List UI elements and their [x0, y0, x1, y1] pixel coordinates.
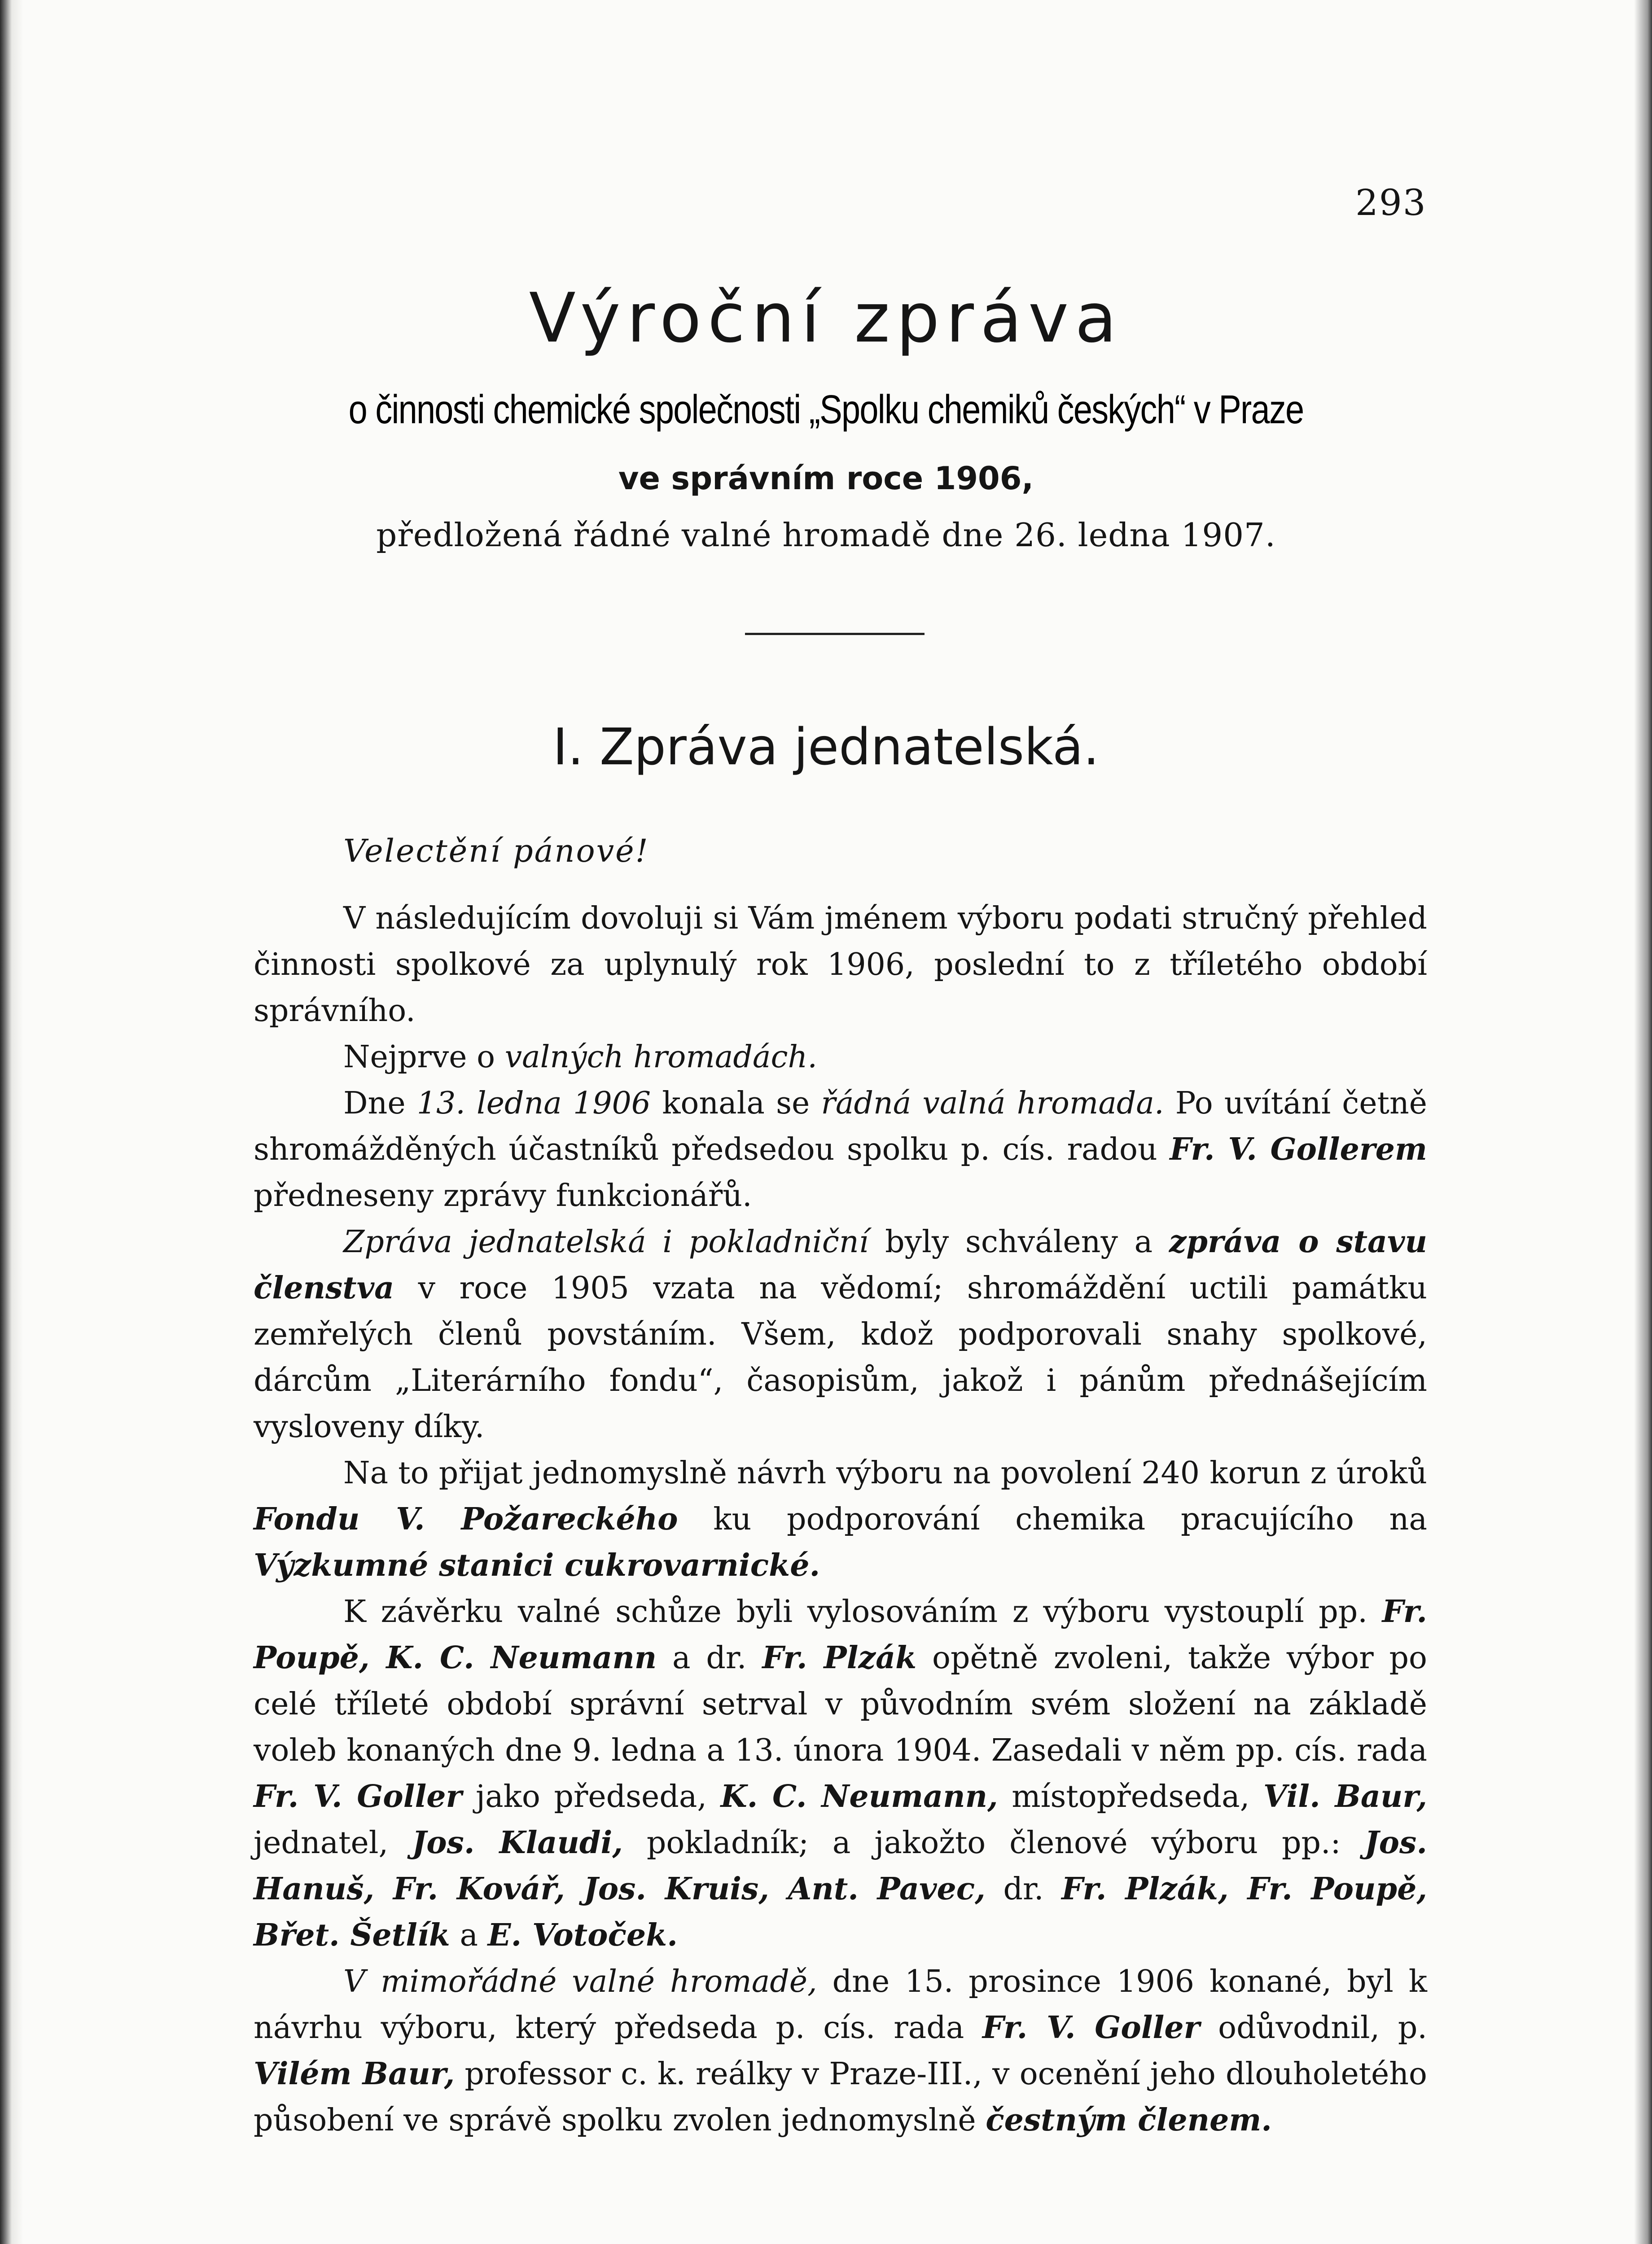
paragraph-7-emphasis-g: čestným členem.: [986, 2102, 1272, 2138]
paragraph-6-text-i: místopředseda,: [998, 1779, 1263, 1814]
fiscal-year-line: ve správním roce 1906,: [618, 460, 1034, 497]
paragraph-6-text-g: jako předseda,: [462, 1779, 721, 1814]
paragraph-6-names-p: Fr. Plzák, Fr. Poupě, Břet. Šetlík: [254, 1871, 1428, 1953]
paragraph-7-text-b: dne 15. prosince 1906 konané, byl k návrhu výboru, který předseda p. cís. rada: [254, 1964, 1427, 2046]
paragraph-5-text-a: Na to přijat jednomyslně návrh výboru na povolení 240 korun z úroků: [343, 1455, 1427, 1491]
paragraph-1-text: V následujícím dovoluji si Vám jménem výboru podati stručný přehled činnosti spolkové za uplynulý rok 1906, poslední to z tříletého období správního.: [254, 901, 1427, 1029]
paragraph-5-text-c: ku podporování chemika pracujícího na: [678, 1502, 1427, 1537]
paragraph-2: [254, 1034, 1427, 1080]
paragraph-4: [254, 1219, 1427, 1450]
paragraph-1: [254, 895, 1427, 1034]
paragraph-6-text-a: K závěrku valné schůze byli vylosováním z výboru vystouplí pp.: [343, 1594, 1382, 1630]
paragraph-3-text-g: předneseny zprávy funkcionářů.: [254, 1178, 752, 1214]
paragraph-6-names-n: Jos. Hanuš, Fr. Kovář, Jos. Kruis, Ant. Pavec,: [254, 1825, 1427, 1907]
paragraph-7-emphasis-a: V mimořádné valné hromadě,: [343, 1964, 817, 1999]
paragraph-6-name-d: Fr. Plzák: [762, 1640, 917, 1676]
section-divider: [745, 633, 925, 635]
paragraph-3-person: Fr. V. Gollerem: [1170, 1131, 1427, 1167]
paragraph-6-text-e: opětně zvoleni, takže výbor po celé tříleté období správní setrval v původním svém složení na základě voleb konaných dne 9. ledna a 13. února 1904. Zasedali v něm pp. cís. rada: [254, 1640, 1427, 1768]
paragraph-6: [254, 1589, 1427, 1959]
paragraph-6-text-k: jednatel,: [254, 1825, 412, 1861]
paragraph-3: [254, 1080, 1427, 1219]
paragraph-7-text-f: professor c. k. reálky v Praze-III., v ocenění jeho dlouholetého působení ve správě spolku zvolen jednomyslně: [254, 2056, 1427, 2138]
paragraph-6-names-b: Fr. Poupě, K. C. Neumann: [254, 1594, 1427, 1676]
paragraph-5: [254, 1450, 1427, 1589]
paragraph-6-text-c: a dr.: [657, 1640, 762, 1676]
paragraph-6-text-o: dr.: [985, 1871, 1062, 1907]
paragraph-7: [254, 1959, 1427, 2143]
paragraph-4-text-b: byly schváleny a: [868, 1224, 1169, 1260]
paragraph-7-name-c: Fr. V. Goller: [982, 2010, 1200, 2046]
page-number: 293: [1355, 182, 1427, 224]
paragraph-5-fund: Fondu V. Požareckého: [254, 1501, 678, 1537]
paragraph-5-station: Výzkumné stanici cukrovarnické.: [254, 1547, 820, 1583]
paragraph-4-emphasis-c: zpráva o stavu členstva: [254, 1224, 1428, 1306]
presented-line: předložená řádné valné hromadě dne 26. ledna 1907.: [376, 516, 1276, 554]
paragraph-3-emphasis: řádná valná hromada.: [821, 1086, 1164, 1121]
paragraph-6-text-q: a: [450, 1918, 488, 1953]
paragraph-3-text-c: konala se: [651, 1086, 821, 1121]
document-title: Výroční zpráva: [529, 278, 1123, 358]
paragraph-3-text-e: Po uvítání četně shromážděných účastníků předsedou spolku p. cís. radou: [254, 1086, 1427, 1167]
paragraph-7-text-d: odůvodnil, p.: [1200, 2010, 1427, 2046]
paragraph-7-name-e: Vilém Baur,: [254, 2056, 455, 2092]
paragraph-2-emphasis: valných hromadách.: [504, 1039, 817, 1075]
paragraph-6-name-r: E. Votoček.: [487, 1917, 678, 1953]
paragraph-4-text-d: v roce 1905 vzata na vědomí; shromáždění uctili památku zemřelých členů povstáním. Všem, kdož podporovali snahy spolkové, dárcům „Literárního fondu“, časopisům, jakož i pánům přednášejícím vysloveny díky.: [254, 1271, 1427, 1445]
section-heading: I. Zpráva jednatelská.: [552, 718, 1100, 776]
paragraph-6-name-l: Jos. Klaudi,: [412, 1825, 623, 1861]
paragraph-6-name-h: K. C. Neumann,: [720, 1779, 998, 1814]
paragraph-3-text-a: Dne: [343, 1086, 417, 1121]
salutation: Velectění pánové!: [343, 833, 649, 869]
paragraph-6-text-m: pokladník; a jakožto členové výboru pp.:: [622, 1825, 1365, 1861]
subtitle-text: o činnosti chemické společnosti „Spolku chemiků českých“ v Praze: [348, 387, 1304, 432]
paragraph-2-text: Nejprve o: [343, 1039, 505, 1075]
report-body: [254, 895, 1427, 2143]
paragraph-3-date: 13. ledna 1906: [416, 1086, 651, 1121]
paragraph-6-name-j: Vil. Baur,: [1263, 1779, 1427, 1814]
paragraph-4-emphasis-a: Zpráva jednatelská i pokladniční: [343, 1224, 869, 1260]
paragraph-6-name-f: Fr. V. Goller: [254, 1779, 462, 1814]
document-subtitle: [0, 387, 1652, 433]
